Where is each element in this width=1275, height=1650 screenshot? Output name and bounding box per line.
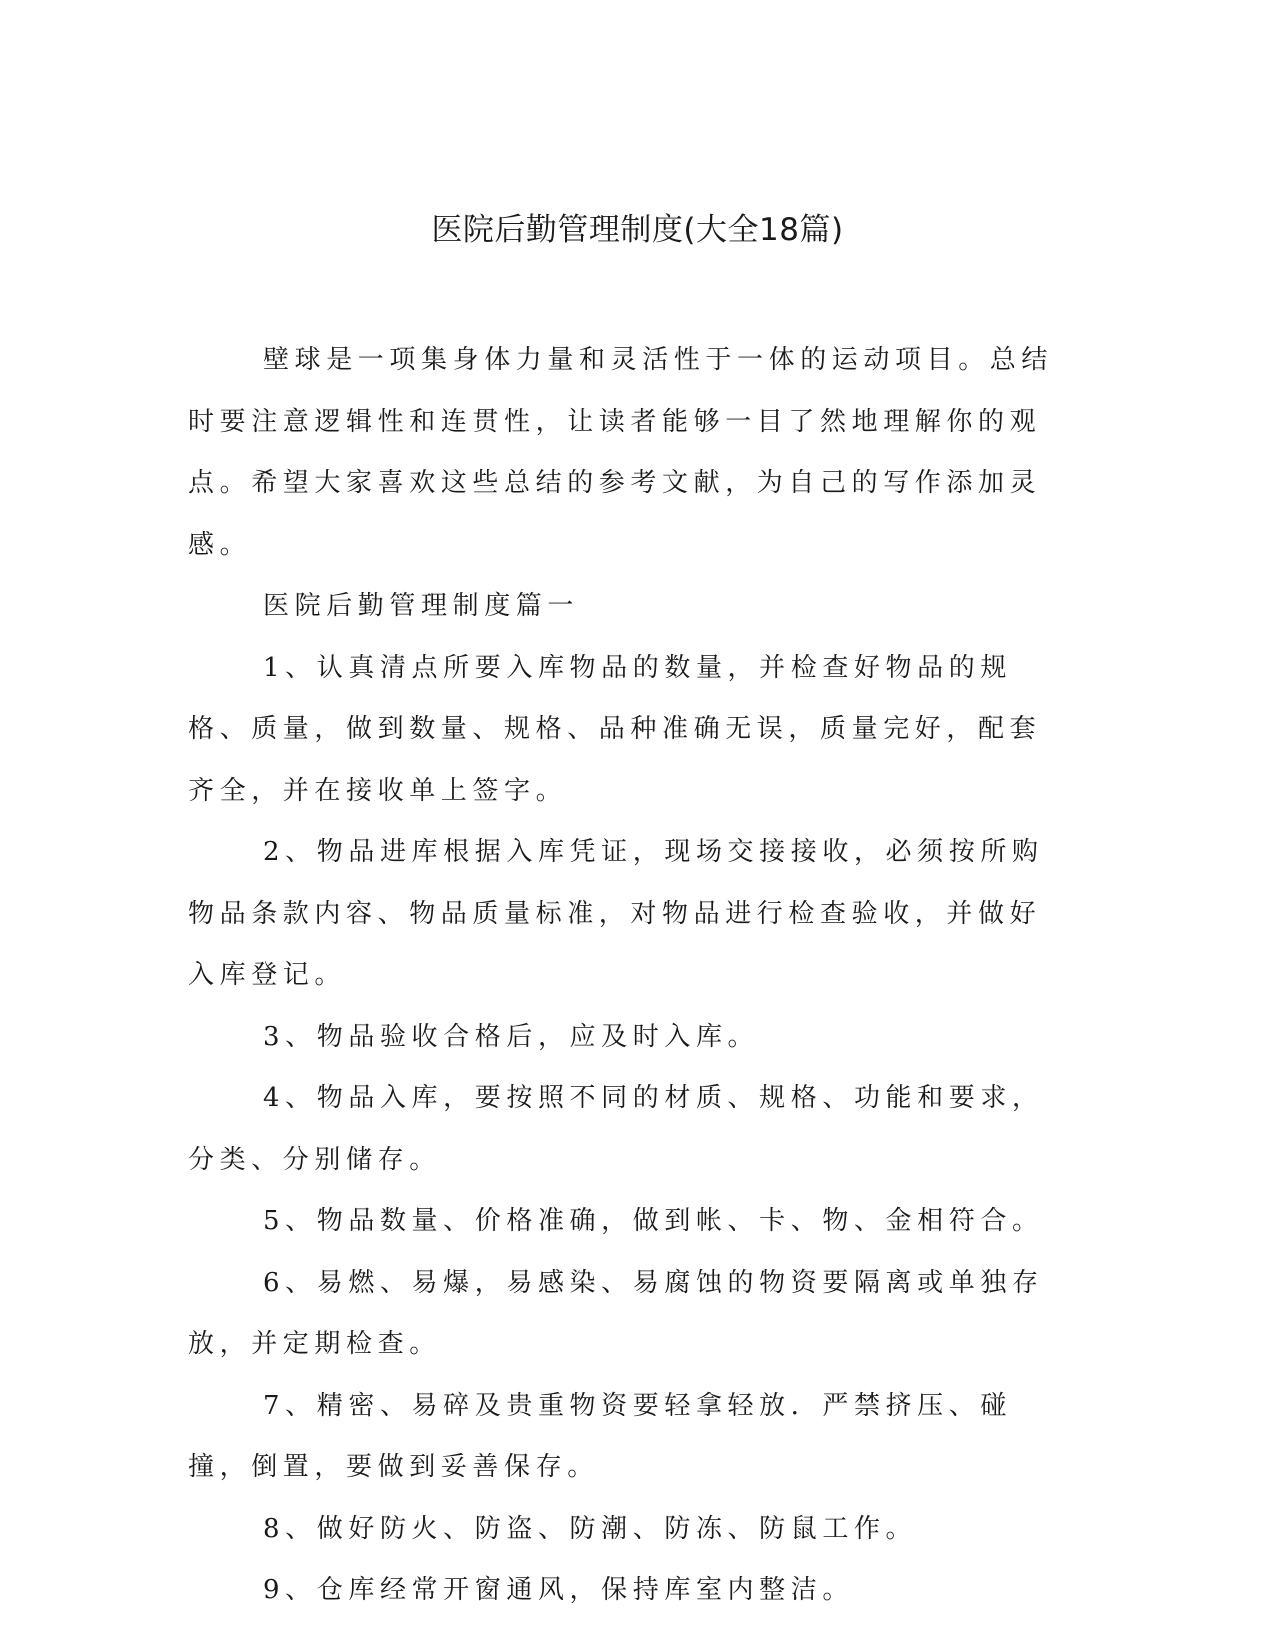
rule-item-7: 7、精密、易碎及贵重物资要轻拿轻放．严禁挤压、碰撞，倒置，要做到妥善保存。 <box>188 1390 1012 1482</box>
rule-item-5: 5、物品数量、价格准确，做到帐、卡、物、金相符合。 <box>263 1206 1044 1236</box>
rule-item-9: 9、仓库经常开窗通风，保持库室内整洁。 <box>263 1575 854 1605</box>
rule-item-2: 2、物品进库根据入库凭证，现场交接接收，必须按所购物品条款内容、物品质量标准，对物品进行检查验收，并做好入库登记。 <box>188 837 1044 990</box>
intro-paragraph: 壁球是一项集身体力量和灵活性于一体的运动项目。总结时要注意逻辑性和连贯性，让读者能够一目了然地理解你的观点。希望大家喜欢这些总结的参考文献，为自己的写作添加灵感。 <box>188 345 1054 560</box>
section-heading: 医院后勤管理制度篇一 <box>263 591 580 621</box>
rule-item-3: 3、物品验收合格后，应及时入库。 <box>263 1021 760 1052</box>
rule-item-1: 1、认真清点所要入库物品的数量，并检查好物品的规格、质量，做到数量、规格、品种准确无误，质量完好，配套齐全，并在接收单上签字。 <box>188 652 1042 806</box>
rule-item-8: 8、做好防火、防盗、防潮、防冻、防鼠工作。 <box>263 1513 918 1544</box>
document-title: 医院后勤管理制度(大全18篇) <box>431 212 844 248</box>
rule-item-6: 6、易燃、易爆，易感染、易腐蚀的物资要隔离或单独存放，并定期检查。 <box>188 1267 1044 1359</box>
rule-item-4: 4、物品入库，要按照不同的材质、规格、功能和要求，分类、分别储存。 <box>188 1083 1044 1175</box>
document-body <box>188 330 1068 1622</box>
